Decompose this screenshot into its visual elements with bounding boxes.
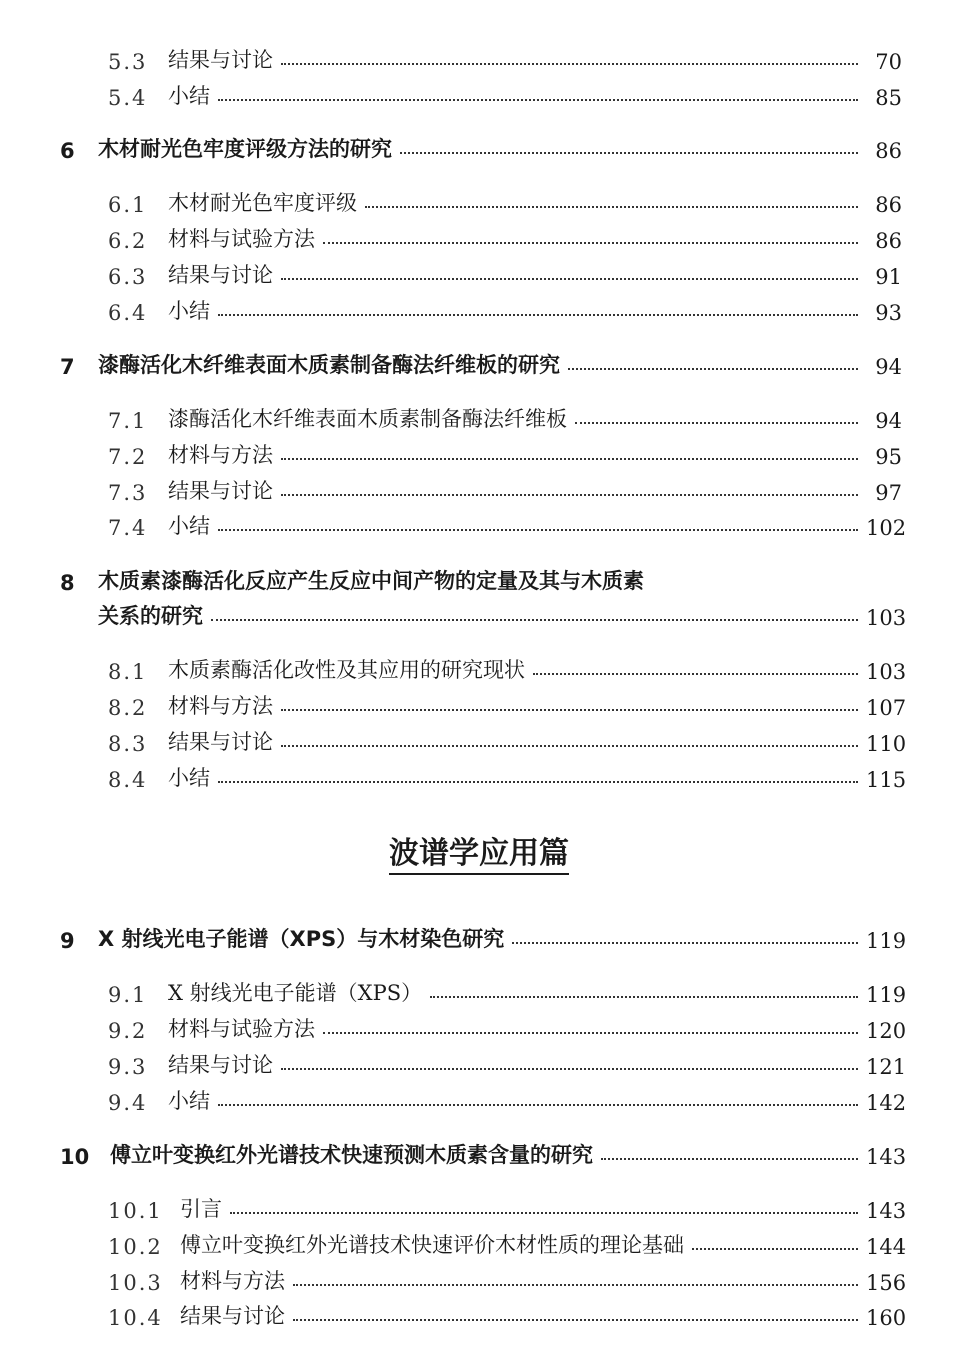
toc-entry[interactable] bbox=[108, 295, 902, 325]
entry-title: 小结 bbox=[168, 84, 210, 108]
chapter-page: 94 bbox=[875, 355, 902, 379]
entry-page: 102 bbox=[866, 516, 907, 540]
entry-page: 143 bbox=[866, 1199, 907, 1223]
leader-dots bbox=[512, 942, 858, 944]
section-heading bbox=[0, 828, 958, 872]
toc-entry[interactable] bbox=[108, 1013, 907, 1043]
toc-entry[interactable] bbox=[108, 654, 907, 684]
entry-page: 103 bbox=[866, 660, 907, 684]
chapter-number: 9 bbox=[60, 929, 75, 953]
leader-dots bbox=[218, 314, 858, 316]
entry-number: 7.1 bbox=[108, 409, 148, 433]
entry-number: 9.4 bbox=[108, 1091, 148, 1115]
leader-dots bbox=[575, 422, 858, 424]
entry-number: 8.1 bbox=[108, 660, 148, 684]
leader-dots bbox=[281, 494, 858, 496]
entry-page: 107 bbox=[866, 696, 907, 720]
toc-entry[interactable] bbox=[108, 977, 907, 1007]
entry-number: 7.3 bbox=[108, 481, 148, 505]
entry-page: 121 bbox=[866, 1055, 907, 1079]
entry-title: 小结 bbox=[168, 299, 210, 323]
entry-number: 9.1 bbox=[108, 983, 148, 1007]
entry-number: 7.2 bbox=[108, 445, 148, 469]
entry-title: X 射线光电子能谱（XPS） bbox=[168, 981, 423, 1005]
entry-number: 7.4 bbox=[108, 516, 148, 540]
chapter-number: 8 bbox=[60, 571, 75, 595]
chapter-title: 傅立叶变换红外光谱技术快速预测木质素含量的研究 bbox=[110, 1143, 593, 1167]
entry-number: 8.2 bbox=[108, 696, 148, 720]
toc-entry[interactable] bbox=[108, 439, 902, 469]
entry-number: 10.2 bbox=[108, 1235, 163, 1259]
entry-title: 材料与试验方法 bbox=[168, 1017, 315, 1041]
entry-title: 小结 bbox=[168, 1089, 210, 1113]
entry-page: 97 bbox=[875, 481, 902, 505]
toc-entry[interactable] bbox=[108, 80, 902, 110]
chapter-title: X 射线光电子能谱（XPS）与木材染色研究 bbox=[98, 927, 505, 951]
entry-number: 8.4 bbox=[108, 768, 148, 792]
toc-entry[interactable] bbox=[108, 726, 907, 756]
leader-dots bbox=[218, 99, 858, 101]
chapter-title: 木材耐光色牢度评级方法的研究 bbox=[98, 137, 392, 161]
entry-page: 144 bbox=[866, 1235, 907, 1259]
toc-chapter-line2[interactable] bbox=[98, 600, 907, 630]
entry-number: 5.4 bbox=[108, 86, 148, 110]
toc-entry[interactable] bbox=[108, 762, 907, 792]
entry-page: 115 bbox=[866, 768, 907, 792]
entry-page: 110 bbox=[866, 732, 907, 756]
toc-chapter[interactable] bbox=[60, 1139, 907, 1169]
entry-page: 86 bbox=[875, 229, 902, 253]
toc-entry[interactable] bbox=[108, 1085, 907, 1115]
entry-number: 6.3 bbox=[108, 265, 148, 289]
entry-title: 木材耐光色牢度评级 bbox=[168, 191, 357, 215]
entry-number: 5.3 bbox=[108, 50, 148, 74]
toc-entry[interactable] bbox=[108, 1265, 907, 1295]
entry-number: 9.3 bbox=[108, 1055, 148, 1079]
leader-dots bbox=[281, 278, 858, 280]
leader-dots bbox=[281, 458, 858, 460]
toc-chapter[interactable] bbox=[60, 349, 902, 379]
chapter-number: 6 bbox=[60, 139, 75, 163]
chapter-title: 漆酶活化木纤维表面木质素制备酶法纤维板的研究 bbox=[98, 353, 560, 377]
entry-title: 引言 bbox=[180, 1197, 222, 1221]
entry-number: 6.1 bbox=[108, 193, 148, 217]
entry-page: 94 bbox=[875, 409, 902, 433]
chapter-title-line2: 关系的研究 bbox=[98, 604, 203, 628]
entry-title: 材料与试验方法 bbox=[168, 227, 315, 251]
toc-chapter[interactable] bbox=[60, 133, 902, 163]
leader-dots bbox=[281, 709, 858, 711]
leader-dots bbox=[568, 368, 858, 370]
entry-title: 结果与讨论 bbox=[168, 48, 273, 72]
leader-dots bbox=[230, 1212, 858, 1214]
leader-dots bbox=[211, 619, 858, 621]
leader-dots bbox=[365, 206, 858, 208]
leader-dots bbox=[533, 673, 858, 675]
entry-number: 8.3 bbox=[108, 732, 148, 756]
entry-page: 95 bbox=[875, 445, 902, 469]
toc-entry[interactable] bbox=[108, 403, 902, 433]
entry-number: 6.2 bbox=[108, 229, 148, 253]
leader-dots bbox=[218, 529, 858, 531]
leader-dots bbox=[218, 1104, 858, 1106]
leader-dots bbox=[430, 996, 858, 998]
entry-title: 小结 bbox=[168, 514, 210, 538]
entry-page: 70 bbox=[875, 50, 902, 74]
toc-entry[interactable] bbox=[108, 1300, 907, 1330]
entry-title: 漆酶活化木纤维表面木质素制备酶法纤维板 bbox=[168, 407, 567, 431]
entry-page: 120 bbox=[866, 1019, 907, 1043]
leader-dots bbox=[293, 1284, 858, 1286]
toc-entry[interactable] bbox=[108, 1229, 907, 1259]
leader-dots bbox=[400, 152, 858, 154]
toc-entry[interactable] bbox=[108, 1049, 907, 1079]
leader-dots bbox=[281, 745, 858, 747]
entry-page: 142 bbox=[866, 1091, 907, 1115]
toc-entry[interactable] bbox=[108, 44, 902, 74]
entry-title: 结果与讨论 bbox=[180, 1304, 285, 1328]
entry-number: 10.4 bbox=[108, 1306, 163, 1330]
entry-page: 160 bbox=[866, 1306, 907, 1330]
entry-page: 85 bbox=[875, 86, 902, 110]
chapter-page: 86 bbox=[875, 139, 902, 163]
entry-title: 结果与讨论 bbox=[168, 730, 273, 754]
entry-title: 结果与讨论 bbox=[168, 1053, 273, 1077]
leader-dots bbox=[601, 1158, 858, 1160]
toc-entry[interactable] bbox=[108, 1193, 907, 1223]
section-heading-text: 波谱学应用篇 bbox=[389, 836, 569, 875]
toc-entry[interactable] bbox=[108, 690, 907, 720]
entry-number: 6.4 bbox=[108, 301, 148, 325]
toc-entry[interactable] bbox=[108, 259, 902, 289]
chapter-page: 119 bbox=[866, 929, 907, 953]
entry-title: 小结 bbox=[168, 766, 210, 790]
chapter-number: 7 bbox=[60, 355, 75, 379]
leader-dots bbox=[281, 1068, 858, 1070]
entry-number: 10.3 bbox=[108, 1271, 163, 1295]
entry-title: 结果与讨论 bbox=[168, 479, 273, 503]
chapter-page: 143 bbox=[866, 1145, 907, 1169]
entry-page: 156 bbox=[866, 1271, 907, 1295]
leader-dots bbox=[323, 242, 858, 244]
entry-number: 9.2 bbox=[108, 1019, 148, 1043]
entry-page: 119 bbox=[866, 983, 907, 1007]
leader-dots bbox=[218, 781, 858, 783]
leader-dots bbox=[323, 1032, 858, 1034]
leader-dots bbox=[692, 1248, 858, 1250]
entry-title: 傅立叶变换红外光谱技术快速评价木材性质的理论基础 bbox=[180, 1233, 684, 1257]
toc-entry[interactable] bbox=[108, 187, 902, 217]
leader-dots bbox=[293, 1319, 858, 1321]
entry-page: 91 bbox=[875, 265, 902, 289]
entry-title: 材料与方法 bbox=[168, 694, 273, 718]
entry-number: 10.1 bbox=[108, 1199, 163, 1223]
entry-title: 结果与讨论 bbox=[168, 263, 273, 287]
chapter-page: 103 bbox=[866, 606, 907, 630]
toc-entry[interactable] bbox=[108, 510, 907, 540]
entry-page: 86 bbox=[875, 193, 902, 217]
entry-title: 木质素酶活化改性及其应用的研究现状 bbox=[168, 658, 525, 682]
toc-chapter-line1[interactable] bbox=[60, 565, 644, 595]
toc-entry[interactable] bbox=[108, 223, 902, 253]
leader-dots bbox=[281, 63, 858, 65]
chapter-number: 10 bbox=[60, 1145, 90, 1169]
entry-page: 93 bbox=[875, 301, 902, 325]
chapter-title-line1: 木质素漆酶活化反应产生反应中间产物的定量及其与木质素 bbox=[98, 569, 644, 593]
entry-title: 材料与方法 bbox=[180, 1269, 285, 1293]
toc-chapter[interactable] bbox=[60, 923, 907, 953]
entry-title: 材料与方法 bbox=[168, 443, 273, 467]
toc-entry[interactable] bbox=[108, 475, 902, 505]
